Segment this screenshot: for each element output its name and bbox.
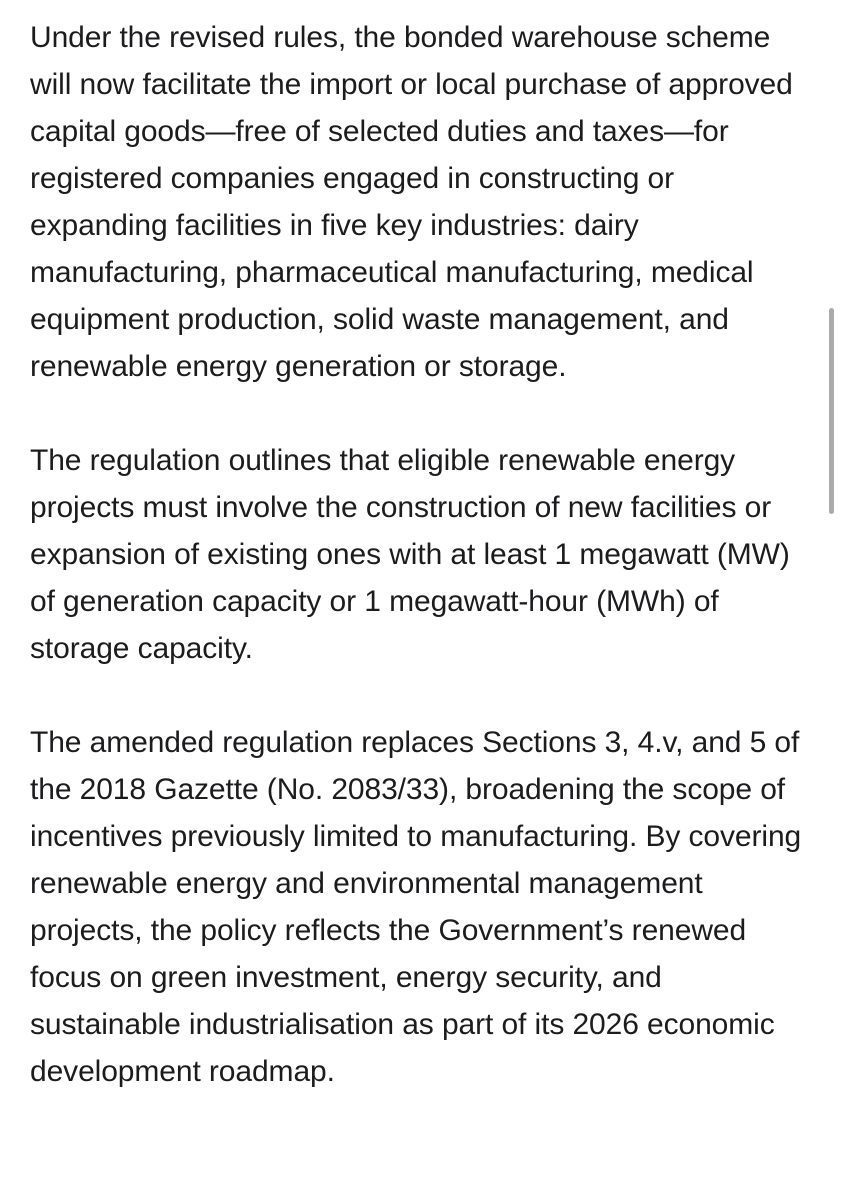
paragraph-bonded-warehouse: Under the revised rules, the bonded warehouse scheme will now facilitate the import or local purchase of approved capital goods—free of selected duties and taxes—for registered companies engaged in constructing or expanding facilities in five key industries: dairy manufacturing, pharmaceutical manufacturing, medical equipment production, solid waste management, and renewable energy generation or storage. bbox=[30, 21, 793, 383]
article-body bbox=[30, 14, 815, 1095]
paragraph-renewable-eligibility: The regulation outlines that eligible renewable energy projects must involve the construction of new facilities or expansion of existing ones with at least 1 megawatt (MW) of generation capacity or 1 megawatt-hour (MWh) of storage capacity. bbox=[30, 444, 790, 665]
vertical-scrollbar[interactable] bbox=[829, 308, 834, 514]
paragraph-amended-regulation: The amended regulation replaces Sections 3, 4.v, and 5 of the 2018 Gazette (No. 2083/33), broadening the scope of incentives previously limited to manufacturing. By covering renewable energy and environmental management projects, the policy reflects the Government’s renewed focus on green investment, energy security, and sustainable industrialisation as part of its 2026 economic development roadmap. bbox=[30, 726, 802, 1088]
